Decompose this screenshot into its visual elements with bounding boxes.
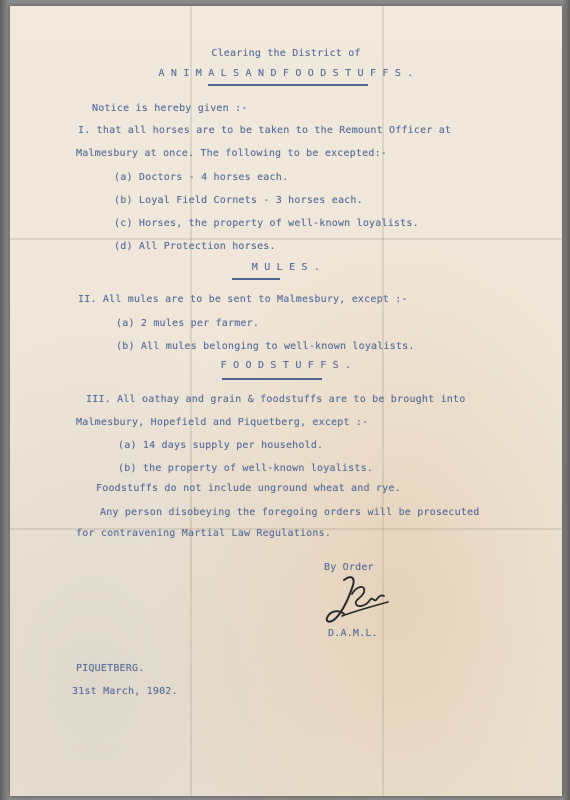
section-1-line-1: I. that all horses are to be taken to the Remount Officer at (78, 125, 452, 136)
section-1-item-d: (d) All Protection horses. (114, 241, 276, 252)
section-3-item-b: (b) the property of well-known loyalists. (118, 463, 374, 474)
section-2-item-b: (b) All mules belonging to well-known loyalists. (116, 341, 415, 352)
section-3-note: Foodstuffs do not include unground wheat and rye. (96, 483, 401, 494)
place-text: PIQUETBERG. (76, 663, 145, 674)
section-1-item-a: (a) Doctors - 4 horses each. (114, 172, 289, 183)
document-page (10, 6, 562, 796)
section-1-line-2: Malmesbury at once. The following to be excepted:- (76, 148, 388, 159)
heading-line-2: A N I M A L S A N D F O O D S T U F F S . (158, 68, 414, 79)
section-1-item-b: (b) Loyal Field Cornets - 3 horses each. (114, 195, 363, 206)
mules-heading: M U L E S . (251, 262, 321, 273)
warning-line-1: Any person disobeying the foregoing orders will be prosecuted (100, 507, 480, 518)
section-3-line-2: Malmesbury, Hopefield and Piquetberg, except :- (76, 417, 369, 428)
section-2-line-1: II. All mules are to be sent to Malmesbury, except :- (78, 294, 408, 305)
section-3-item-a: (a) 14 days supply per household. (118, 440, 324, 451)
section-3-line-1: III. All oathay and grain & foodstuffs are to be brought into (86, 394, 466, 405)
notice-text: Notice is hereby given :- (92, 103, 248, 114)
by-order-text: By Order (324, 562, 374, 573)
fold-line (10, 238, 562, 240)
heading-underline (208, 84, 368, 86)
section-2-item-a: (a) 2 mules per farmer. (116, 318, 260, 329)
mules-underline (232, 278, 280, 280)
signature (322, 572, 394, 628)
section-1-item-c: (c) Horses, the property of well-known loyalists. (114, 218, 419, 229)
date-text: 31st March, 1902. (72, 686, 178, 697)
warning-line-2: for contravening Martial Law Regulations. (76, 528, 332, 539)
signatory-title: D.A.M.L. (328, 628, 378, 639)
heading-line-1: Clearing the District of (211, 48, 361, 59)
foodstuffs-underline (222, 378, 322, 380)
foodstuffs-heading: F O O D S T U F F S . (220, 360, 352, 371)
